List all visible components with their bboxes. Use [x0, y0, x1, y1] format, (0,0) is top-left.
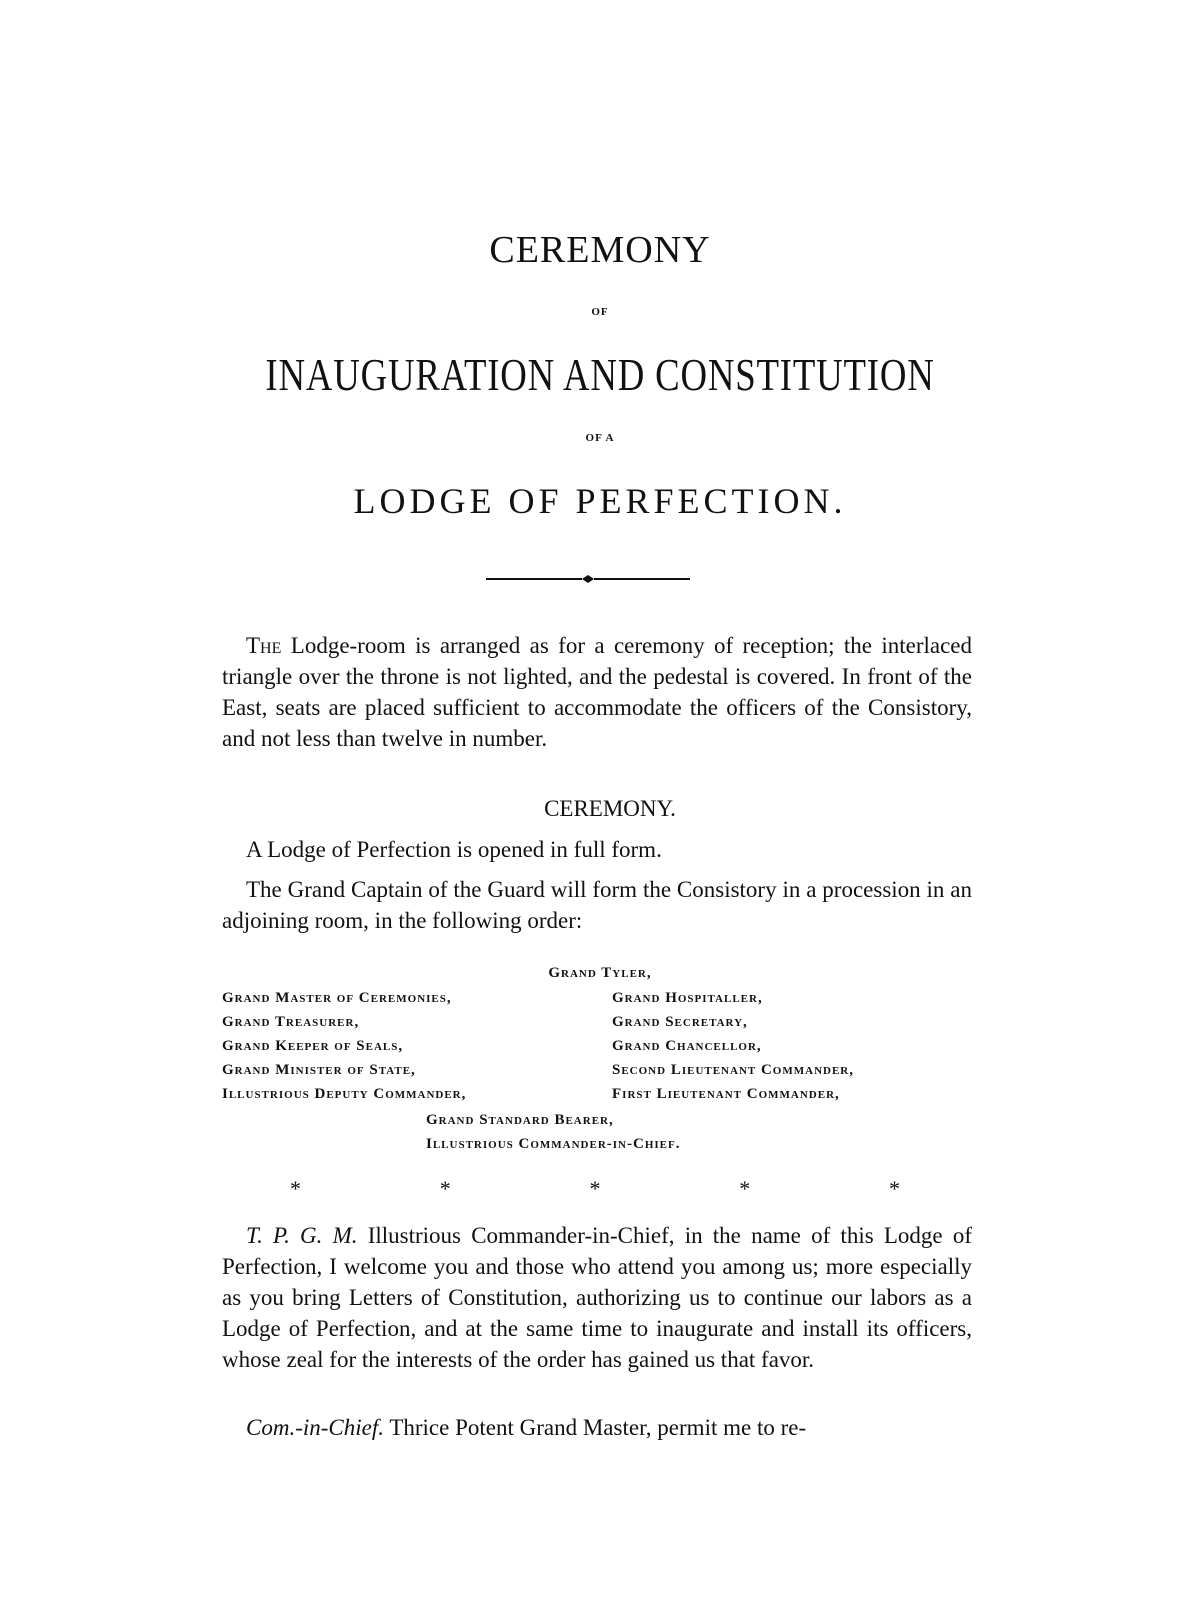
title-ceremony: CEREMONY: [489, 229, 711, 271]
procession-right-item: Grand Hospitaller,: [612, 990, 763, 1006]
speaker-label: T. P. G. M.: [246, 1223, 358, 1248]
intro-paragraph: [222, 630, 972, 754]
title-inauguration: INAUGURATION AND CONSTITUTION: [265, 349, 935, 400]
ornamental-rule: [486, 574, 690, 584]
intro-lead-word: The: [246, 633, 282, 658]
dialogue-paragraph: [222, 1220, 972, 1375]
procession-left-item: Grand Keeper of Seals,: [222, 1038, 404, 1054]
procession-right-item: Second Lieutenant Commander,: [612, 1062, 854, 1078]
procession-right-item: First Lieutenant Commander,: [612, 1086, 840, 1102]
procession-top: Grand Tyler,: [548, 965, 652, 981]
dialogue-text: Illustrious Commander-in-Chief, in the name of this Lodge of Perfection, I welcome you and those who attend you among us; more especially as you bring Letters of Constitution, authorizing us to continue our labors as a Lodge of Perfection, and at the same time to inaugurate and install its officers, whose zeal for the interests of the order has gained us that favor.: [222, 1223, 972, 1372]
procession-intro: The Grand Captain of the Guard will form the Consistory in a procession in an adjoining room, in the following order:: [222, 877, 972, 933]
procession-right-item: Grand Secretary,: [612, 1014, 748, 1030]
procession-right-item: Grand Chancellor,: [612, 1038, 762, 1054]
procession-left-item: Grand Master of Ceremonies,: [222, 990, 452, 1006]
section-heading: CEREMONY.: [544, 796, 676, 821]
procession-left-item: Grand Minister of State,: [222, 1062, 416, 1078]
procession-left-item: Illustrious Deputy Commander,: [222, 1086, 467, 1102]
title-connector-of: OF: [591, 306, 609, 318]
procession-bottom-item: Grand Standard Bearer,: [426, 1112, 614, 1128]
title-connector-of-a: OF A: [585, 432, 615, 444]
speaker-label: Com.-in-Chief.: [246, 1415, 384, 1440]
procession-bottom-item: Illustrious Commander-in-Chief.: [426, 1136, 681, 1152]
title-lodge-of-perfection: LODGE OF PERFECTION.: [353, 481, 847, 521]
star-mark: *: [589, 1176, 601, 1201]
section-break-stars: [290, 1176, 900, 1202]
star-mark: *: [739, 1176, 751, 1201]
star-mark: *: [439, 1176, 451, 1201]
opened-line: A Lodge of Perfection is opened in full form.: [246, 837, 662, 862]
procession-left-item: Grand Treasurer,: [222, 1014, 360, 1030]
star-mark: *: [889, 1176, 900, 1201]
dialogue-text: Thrice Potent Grand Master, permit me to re-: [384, 1415, 807, 1440]
dialogue-paragraph: [222, 1412, 972, 1443]
star-mark: *: [290, 1176, 301, 1201]
intro-text: Lodge-room is arranged as for a ceremony of reception; the interlaced triangle over the throne is not lighted, and the pedestal is covered. In front of the East, seats are placed sufficient to accommodate the officers of the Consistory, and not less than twelve in number.: [222, 633, 972, 751]
